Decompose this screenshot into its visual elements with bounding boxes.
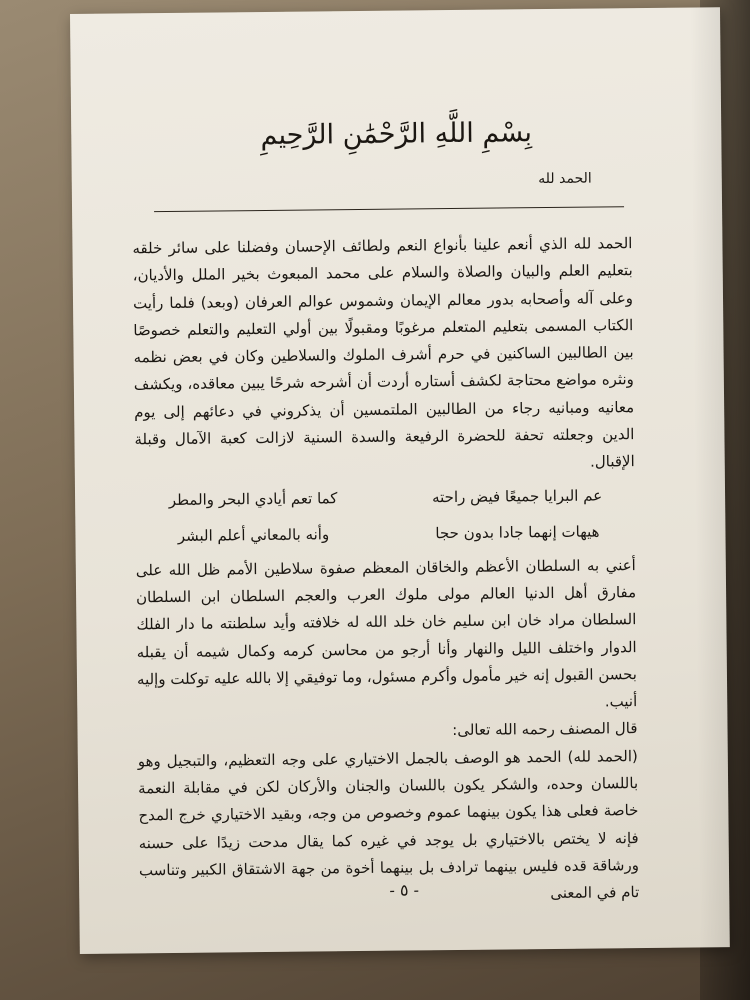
book-page — [70, 7, 730, 954]
author-said-line: قال المصنف رحمه الله تعالى: — [452, 719, 638, 740]
verse-first-hemistich: هيهات إنهما جادا بدون حجا — [435, 522, 600, 543]
body-text — [132, 230, 639, 912]
section-header-label: الحمد لله — [538, 170, 592, 188]
verse-line — [135, 514, 635, 555]
verse-second-hemistich: كما تعم أيادي البحر والمطر — [168, 489, 338, 510]
verse-first-hemistich: عم البرايا جميعًا فيض راحته — [431, 486, 603, 507]
page-number: - ٥ - — [389, 880, 420, 900]
basmala-heading: بِسْمِ اللَّهِ الرَّحْمَٰنِ الرَّحِيمِ — [260, 117, 533, 152]
commentary-paragraph: (الحمد لله) الحمد هو الوصف بالجمل الاختياري على وجه التعظيم، والتبجيل وهو باللسان وحده، والشكر يكون باللسان والجنان والأركان لكن في مقابلة النعمة خاصة فعلى هذا يكون بينهما عموم وخصوص من وجه، وبقيد الاختياري خرج المدح فإنه لا يختص بالاختياري بل يوجد في غيره كما يقال مدحت زيدًا على حسنه ورشاقة قده فليس بينهما ترادف بل بينهما أخوة من جهة الاشتقاق الكبير وتناسب تام في المعنى — [137, 746, 640, 903]
dedication-paragraph: أعني به السلطان الأعظم والخاقان المعظم صفوة سلاطين الأمم ظل الله على مفارق أهل الدنيا العالم مولى ملوك العرب والعجم السلطان ابن السلطان السلطان مراد خان ابن سليم خان خلد الله له خلافته وأيد سلطنته ما دار الفلك الدوار واختلف الليل والنهار وأنا أرجو من محاسن كرمه وكمال شيمه أن يقبله بحسن القبول إنه خير مأمول وأكرم مسئول، وما توفيقي إلا بالله عليه توكلت وإليه أنيب. — [135, 555, 638, 711]
verse-second-hemistich: وأنه بالمعاني أعلم البشر — [177, 525, 330, 545]
poem-verses — [135, 478, 636, 555]
verse-line — [135, 478, 635, 519]
header-divider — [154, 206, 624, 212]
intro-paragraph: الحمد لله الذي أنعم علينا بأنواع النعم ولطائف الإحسان وفضلنا على سائر خلقه بتعليم العلم والبيان والصلاة والسلام على محمد المبعوث بخير الملل والأديان، وعلى آله وأصحابه بدور معالم الإيمان وشموس عوالم العرفان (وبعد) فلما رأيت الكتاب المسمى بتعليم المتعلم مرغوبًا ومقبولًا بين أولي التعليم والتعلم خصوصًا بين الطالبين الساكنين في حرم أشرف الملوك والسلاطين وكان في بعض نظمه ونثره مواضع محتاجة لكشف أستاره أردت أن أشرحه شرحًا يبين معاقده، ويكشف معانيه ومبانيه رجاء من الطالبين الملتمسين أن يذكروني في دعائهم إلى يوم الدين وجعلته تحفة للحضرة الرفيعة والسدة السنية لازالت كعبة الآمال وقبلة الإقبال. — [132, 234, 635, 471]
